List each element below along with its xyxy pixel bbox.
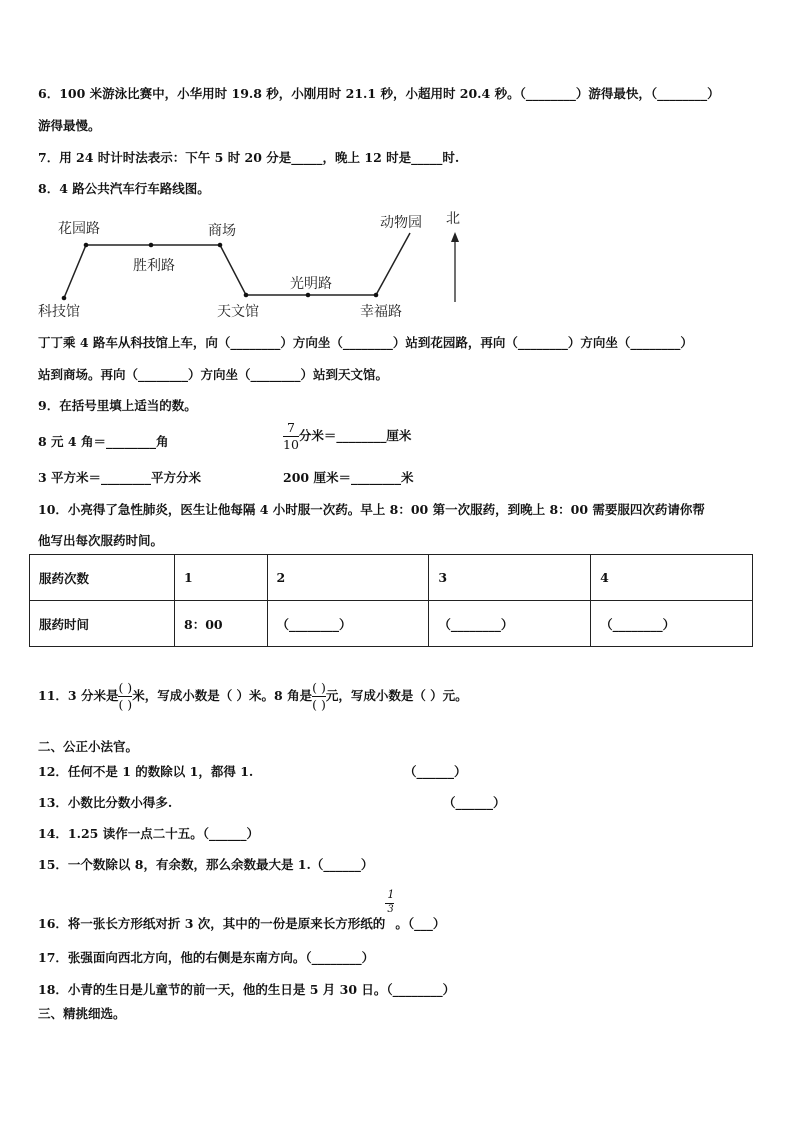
q9-b xyxy=(283,420,411,453)
label-shangchang: 商场 xyxy=(208,223,236,239)
q11-mid1: 米，写成小数是（ ）米。8 角是 xyxy=(132,688,313,703)
q16-text: 16．将一张长方形纸对折 3 次，其中的一份是原来长方形纸的 xyxy=(38,916,386,931)
q11-frac2-den: ( ) xyxy=(312,697,326,712)
table-row xyxy=(30,601,753,647)
q11-frac1-num: ( ) xyxy=(118,680,133,695)
q12-blank: （______） xyxy=(404,764,467,779)
stop-dot-kejiguan xyxy=(62,296,67,301)
q9-fraction-den: 10 xyxy=(283,437,299,452)
q16-fraction xyxy=(385,888,395,928)
stop-dot-shangchang xyxy=(218,243,223,248)
q9-d: 200 厘米＝________米 xyxy=(283,470,414,485)
q9-c: 3 平方米＝________平方分米 xyxy=(38,470,202,485)
q11-frac2-num: ( ) xyxy=(312,680,326,695)
table-cell: 3 xyxy=(429,555,591,601)
table-cell: （________） xyxy=(429,601,591,647)
q9-fraction-num: 7 xyxy=(286,420,295,435)
q17: 17．张强面向西北方向，他的右侧是东南方向。（________） xyxy=(38,950,375,965)
q16-frac-num: 1 xyxy=(387,888,395,901)
stop-dot-guangming xyxy=(306,293,311,298)
stop-dot-xingfu xyxy=(374,293,379,298)
q13-blank: （______） xyxy=(443,795,506,810)
q13-text: 13．小数比分数小得多. xyxy=(38,795,173,810)
north-arrowhead-icon xyxy=(451,232,459,242)
q11-fraction-1 xyxy=(118,680,132,713)
stop-dot-shengli xyxy=(149,243,154,248)
q11-fraction-2 xyxy=(312,680,326,713)
q11-prefix: 11．3 分米是 xyxy=(38,688,119,703)
label-tianwenguan: 天文馆 xyxy=(217,304,259,320)
q11 xyxy=(38,680,468,713)
q18: 18．小青的生日是儿童节的前一天，他的生日是 5 月 30 日。（________） xyxy=(38,982,456,997)
q8-title: 8．4 路公共汽车行车路线图。 xyxy=(38,181,210,196)
q11-mid2: 元，写成小数是（ ）元。 xyxy=(325,688,468,703)
label-xingfu: 幸福路 xyxy=(360,304,402,320)
label-guangming: 光明路 xyxy=(290,276,332,292)
q9-title: 9．在括号里填上适当的数。 xyxy=(38,398,197,413)
q9-b-rest: 分米＝________厘米 xyxy=(298,428,412,443)
section-2-heading: 二、公正小法官。 xyxy=(38,739,139,754)
north-label: 北 xyxy=(446,211,460,227)
q16-frac-den: 3 xyxy=(387,904,394,915)
bus-route-line xyxy=(64,233,410,298)
section-3-heading: 三、精挑细选。 xyxy=(38,1006,126,1021)
table-cell: （________） xyxy=(267,601,429,647)
q10-line2: 他写出每次服药时间。 xyxy=(38,533,164,548)
table-cell: （________） xyxy=(591,601,753,647)
label-huayuan: 花园路 xyxy=(58,221,100,237)
stop-dot-tianwenguan xyxy=(244,293,249,298)
label-kejiguan: 科技馆 xyxy=(38,304,80,320)
table-row xyxy=(30,555,753,601)
q14: 14．1.25 读作一点二十五。（______） xyxy=(38,826,259,841)
table-cell: 服药时间 xyxy=(30,601,175,647)
table-cell: 服药次数 xyxy=(30,555,175,601)
table-cell: 2 xyxy=(267,555,429,601)
q15: 15．一个数除以 8，有余数，那么余数最大是 1.（______） xyxy=(38,857,374,872)
q12-text: 12．任何不是 1 的数除以 1，都得 1. xyxy=(38,764,254,779)
table-cell: 4 xyxy=(591,555,753,601)
q9-fraction xyxy=(283,420,299,453)
label-shengli: 胜利路 xyxy=(133,258,175,274)
q7: 7．用 24 时计时法表示：下午 5 时 20 分是_____，晚上 12 时是_____时. xyxy=(38,150,460,165)
q11-frac1-den: ( ) xyxy=(118,697,133,712)
q16 xyxy=(38,888,446,932)
q6-line1: 6．100 米游泳比赛中，小华用时 19.8 秒，小刚用时 21.1 秒，小超用时 20.4 秒。（________）游得最快，（________） xyxy=(38,86,720,101)
stop-dot-huayuan xyxy=(84,243,89,248)
q8-text2: 站到商场。再向（________）方向坐（________）站到天文馆。 xyxy=(38,367,389,382)
q16-tail: 。（___） xyxy=(395,916,446,931)
table-cell: 1 xyxy=(175,555,268,601)
q8-text1: 丁丁乘 4 路车从科技馆上车，向（________）方向坐（________）站到花园路，再向（________）方向坐（________） xyxy=(38,335,693,350)
label-dongwuyuan: 动物园 xyxy=(380,215,422,231)
medicine-table xyxy=(29,554,753,647)
q10-line1: 10．小亮得了急性肺炎，医生让他每隔 4 小时服一次药。早上 8：00 第一次服药，到晚上 8：00 需要服四次药请你帮 xyxy=(38,502,705,517)
bus-route-map xyxy=(30,205,480,323)
table-cell: 8：00 xyxy=(175,601,268,647)
q9-a: 8 元 4 角＝________角 xyxy=(38,434,169,449)
q6-line2: 游得最慢。 xyxy=(38,118,101,133)
